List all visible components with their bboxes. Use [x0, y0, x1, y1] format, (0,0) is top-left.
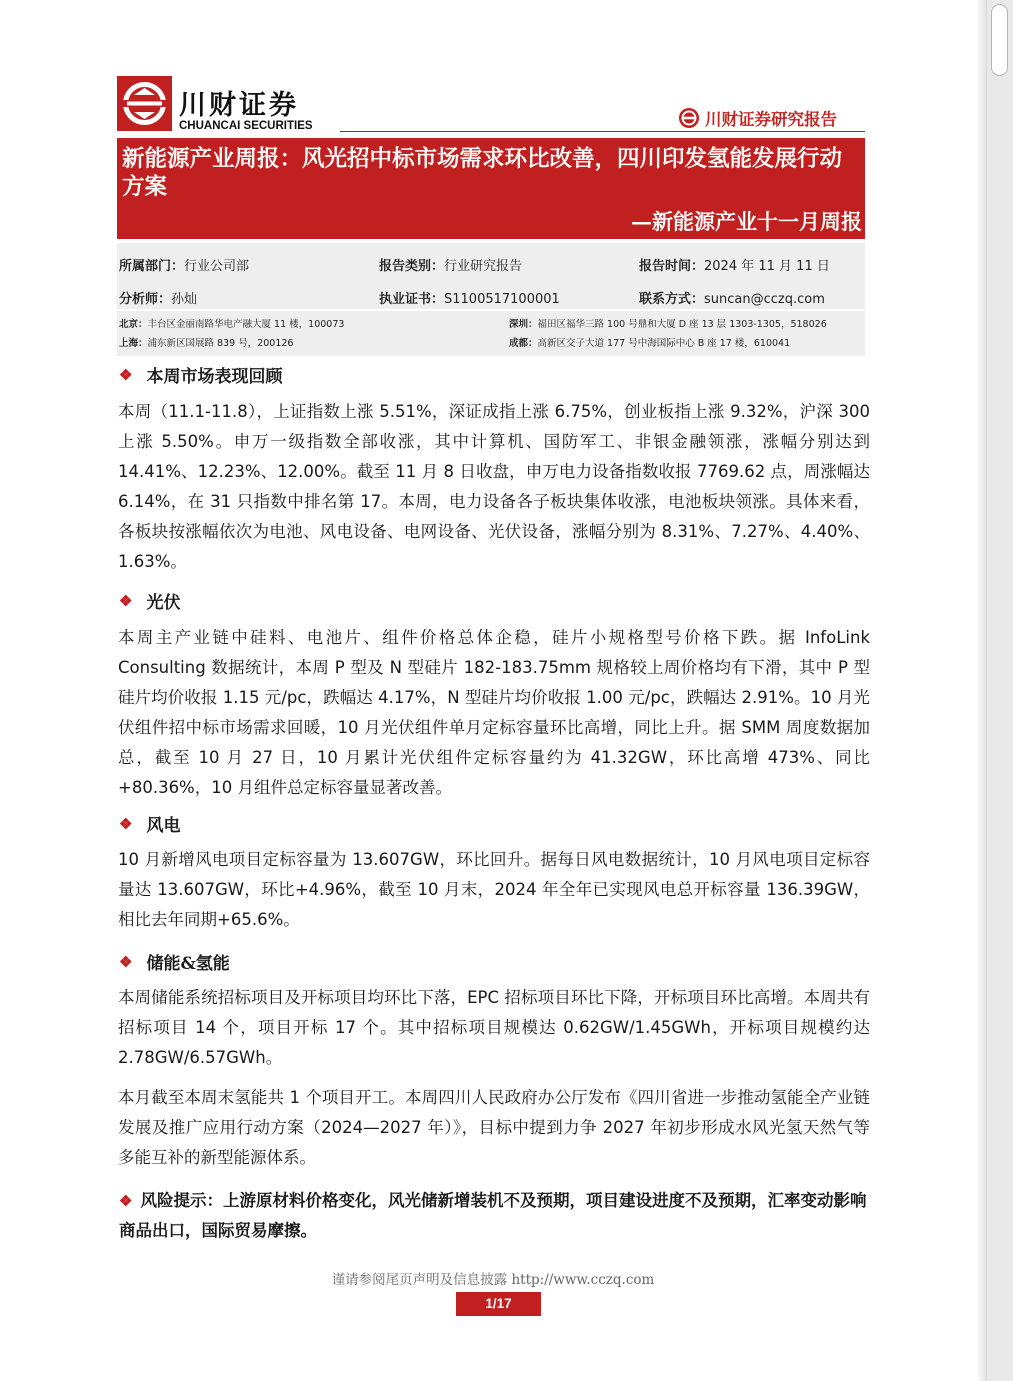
address-chengdu-value: 高新区交子大道 177 号中海国际中心 B 座 17 楼，610041 — [537, 338, 791, 349]
section-heading-text: 储能&氢能 — [146, 954, 230, 974]
section-heading-text: 本周市场表现回顾 — [146, 367, 283, 387]
report-tag — [679, 107, 837, 129]
meta-type-value: 行业研究报告 — [444, 259, 523, 274]
diamond-bullet-icon: ❖ — [119, 365, 133, 384]
address-shenzhen — [509, 316, 827, 330]
meta-analyst-label: 分析师： — [119, 292, 172, 307]
diamond-bullet-icon: ❖ — [119, 952, 133, 971]
report-subtitle: —新能源产业十一月周报 — [631, 209, 862, 234]
meta-analyst — [119, 288, 197, 307]
report-meta — [117, 243, 865, 356]
section-heading-pv — [119, 588, 180, 613]
meta-divider — [117, 309, 865, 311]
address-beijing-label: 北京： — [119, 319, 148, 330]
address-shenzhen-value: 福田区福华三路 100 号鼎和大厦 D 座 13 层 1303-1305，518026 — [537, 319, 827, 330]
report-title: 新能源产业周报：风光招中标市场需求环比改善，四川印发氢能发展行动方案 — [122, 146, 843, 200]
address-chengdu-label: 成都： — [509, 338, 538, 349]
chuancai-small-logo-icon — [679, 108, 699, 128]
address-chengdu — [509, 335, 790, 349]
scrollbar-thumb[interactable] — [991, 4, 1008, 76]
section-paragraph-storage: 本周储能系统招标项目及开标项目均环比下落，EPC 招标项目环比下降，开标项目环比高增。本周共有招标项目 14 个，项目开标 17 个。其中招标项目规模达 0.62GW/1.45GWh，开标项目规模约达 2.78GW/6.57GWh。 — [118, 988, 870, 1067]
page-edge-shadow — [978, 0, 986, 1381]
title-banner — [117, 138, 865, 239]
diamond-bullet-icon: ❖ — [119, 591, 133, 610]
meta-cert-label: 执业证书： — [379, 292, 445, 307]
meta-time — [639, 255, 830, 274]
risk-text: 风险提示：上游原材料价格变化，风光储新增装机不及预期，项目建设进度不及预期，汇率变动影响商品出口，国际贸易摩擦。 — [119, 1191, 867, 1240]
section-paragraph-market: 本周（11.1-11.8），上证指数上涨 5.51%，深证成指上涨 6.75%，创业板指上涨 9.32%，沪深 300 上涨 5.50%。申万一级指数全部收涨，其中计算机、国防军工、非银金融领涨，涨幅分别达到 14.41%、12.23%、12.00%。截至 11 月 8 日收盘，申万电力设备指数收报 7769.62 点，周涨幅达 6.14%，在 31 只指数中排名第 17。本周，电力设备各子板块集体收涨，电池板块领涨。具体来看，各板块按涨幅依次为电池、风电设备、电网设备、光伏设备，涨幅分别为 8.31%、7.27%、4.40%、1.63%。 — [118, 402, 870, 571]
address-beijing-value: 丰台区金丽南路华电产融大厦 11 楼，100073 — [147, 319, 345, 330]
header-divider — [340, 131, 865, 132]
diamond-bullet-icon: ❖ — [119, 814, 133, 833]
meta-cert-value: S1100517100001 — [444, 292, 560, 307]
section-paragraph-pv: 本周主产业链中硅料、电池片、组件价格总体企稳，硅片小规格型号价格下跌。据 InfoLink Consulting 数据统计，本周 P 型及 N 型硅片 182-183.75mm 规格较上周价格均有下滑，其中 P 型硅片均价收报 1.15 元/pc，跌幅达 4.17%，N 型硅片均价收报 1.00 元/pc，跌幅达 2.91%。10 月光伏组件招中标市场需求回暖，10 月光伏组件单月定标容量环比高增，同比上升。据 SMM 周度数据加总，截至 10 月 27 日，10 月累计光伏组件定标容量约为 41.32GW，环比高增 473%、同比+80.36%，10 月组件总定标容量显著改善。 — [118, 628, 870, 797]
vertical-scrollbar[interactable] — [986, 0, 1013, 1381]
meta-time-label: 报告时间： — [639, 259, 705, 274]
diamond-bullet-icon: ❖ — [119, 1192, 133, 1210]
meta-dept-label: 所属部门： — [119, 259, 185, 274]
meta-type — [379, 255, 522, 274]
address-shanghai-label: 上海： — [119, 338, 148, 349]
section-paragraph-hydrogen: 本月截至本周末氢能共 1 个项目开工。本周四川人民政府办公厅发布《四川省进一步推动氢能全产业链发展及推广应用行动方案（2024—2027 年）》，目标中提到力争 2027 年初步形成水风光氢天然气等多能互补的新型能源体系。 — [118, 1088, 870, 1167]
meta-contact-label: 联系方式： — [639, 292, 705, 307]
section-paragraph-wind: 10 月新增风电项目定标容量为 13.607GW，环比回升。据每日风电数据统计，10 月风电项目定标容量达 13.607GW，环比+4.96%，截至 10 月末，2024 年全年已实现风电总开标容量 136.39GW，相比去年同期+65.6%。 — [118, 850, 870, 929]
meta-dept — [119, 255, 249, 274]
section-heading-wind — [119, 811, 180, 836]
section-heading-text: 光伏 — [146, 593, 181, 613]
section-heading-text: 风电 — [146, 816, 181, 836]
page-number: 1/17 — [456, 1292, 541, 1316]
risk-warning — [119, 1186, 871, 1246]
chuancai-logo-icon — [117, 76, 172, 131]
meta-analyst-value: 孙灿 — [171, 292, 198, 307]
address-shanghai — [119, 335, 293, 349]
footer-disclaimer: 谨请参阅尾页声明及信息披露 http://www.cczq.com — [331, 1272, 655, 1288]
meta-dept-value: 行业公司部 — [184, 259, 250, 274]
brand-name-cn: 川财证券 — [179, 90, 299, 121]
address-beijing — [119, 316, 344, 330]
meta-contact-value[interactable]: suncan@cczq.com — [704, 292, 825, 307]
address-shenzhen-label: 深圳： — [509, 319, 538, 330]
address-shanghai-value: 浦东新区国展路 839 号，200126 — [147, 338, 294, 349]
meta-type-label: 报告类别： — [379, 259, 445, 274]
brand-name-en: CHUANCAI SECURITIES — [179, 120, 313, 132]
section-heading-storage — [119, 949, 230, 974]
section-heading-market — [119, 362, 282, 387]
meta-contact — [639, 288, 825, 307]
meta-cert — [379, 288, 560, 307]
meta-time-value: 2024 年 11 月 11 日 — [704, 259, 830, 274]
report-tag-text: 川财证券研究报告 — [705, 110, 837, 129]
